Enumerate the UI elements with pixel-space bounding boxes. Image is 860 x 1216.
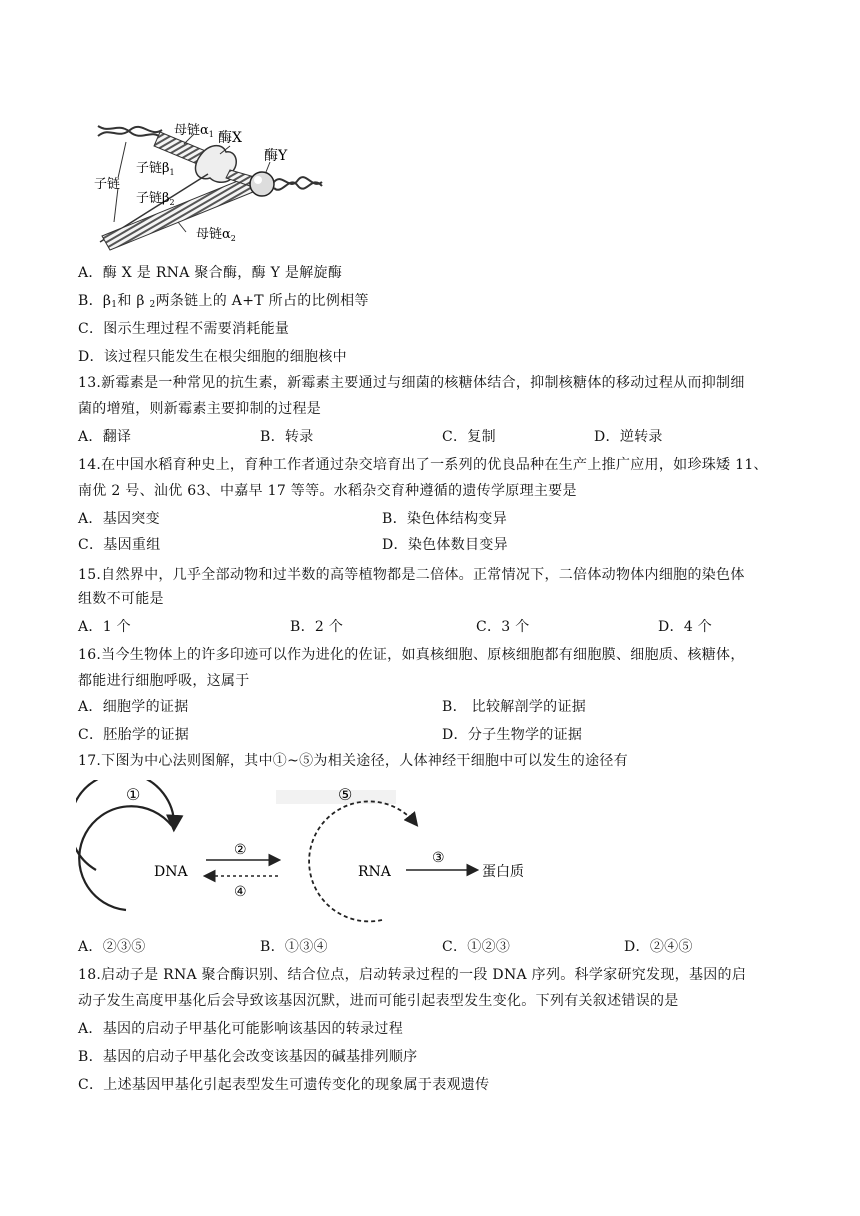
q18-stem-line2: 动子发生高度甲基化后会导致该基因沉默，进而可能引起表型发生变化。下列有关叙述错误的是 bbox=[78, 993, 679, 1009]
q18-stem-line1: 18.启动子是 RNA 聚合酶识别、结合位点，启动转录过程的一段 DNA 序列。科学家研究发现，基因的启 bbox=[78, 967, 747, 983]
label-child-b1: 子链$\beta_1$ bbox=[136, 161, 175, 177]
label-mother-a2: 母链$\alpha_2$ bbox=[196, 227, 236, 243]
q17-option-b: B．①③④ bbox=[260, 939, 328, 955]
q13-stem-line2: 菌的增殖，则新霉素主要抑制的过程是 bbox=[78, 401, 322, 417]
dna-replication-figure bbox=[90, 112, 330, 252]
q16-stem-line1: 16.当今生物体上的许多印迹可以作为进化的佐证，如真核细胞、原核细胞都有细胞膜、细胞质、核糖体， bbox=[78, 647, 745, 663]
q17-option-a: A．②③⑤ bbox=[78, 939, 146, 955]
circled-1: ① bbox=[126, 785, 141, 804]
q18-option-a: A．基因的启动子甲基化可能影响该基因的转录过程 bbox=[78, 1021, 404, 1037]
circled-3: ③ bbox=[432, 850, 445, 866]
q12-option-c: C．图示生理过程不需要消耗能量 bbox=[78, 321, 290, 337]
q15-stem-line1: 15.自然界中，几乎全部动物和过半数的高等植物都是二倍体。正常情况下，二倍体动物体内细胞的染色体 bbox=[78, 567, 745, 583]
central-dogma-figure bbox=[76, 780, 556, 930]
q14-option-a: A．基因突变 bbox=[78, 511, 160, 527]
label-child: 子链 bbox=[94, 177, 121, 192]
q13-option-b: B．转录 bbox=[260, 429, 314, 445]
q15-option-b: B．2 个 bbox=[290, 619, 344, 635]
path-5-arc bbox=[309, 801, 416, 921]
label-enzyme-x: 酶X bbox=[218, 130, 242, 146]
q17-stem: 17.下图为中心法则图解，其中①~⑤为相关途径，人体神经干细胞中可以发生的途径有 bbox=[78, 753, 628, 769]
q16-option-b: B． 比较解剖学的证据 bbox=[442, 699, 587, 715]
q16-option-a: A．细胞学的证据 bbox=[78, 699, 189, 715]
q16-option-c: C．胚胎学的证据 bbox=[78, 727, 190, 743]
enzyme-y-shape bbox=[250, 172, 274, 196]
q15-option-a: A．1 个 bbox=[78, 619, 131, 635]
q14-option-d: D．染色体数目变异 bbox=[382, 537, 508, 553]
q16-stem-line2: 都能进行细胞呼吸，这属于 bbox=[78, 673, 250, 689]
label-child-b2: 子链$\beta_2$ bbox=[136, 191, 175, 207]
protein-label: 蛋白质 bbox=[482, 864, 524, 880]
q12-option-a: A．酶 X 是 RNA 聚合酶，酶 Y 是解旋酶 bbox=[78, 265, 343, 281]
path-1-arc bbox=[79, 806, 172, 910]
q14-option-c: C．基因重组 bbox=[78, 537, 161, 553]
q13-stem-line1: 13.新霉素是一种常见的抗生素，新霉素主要通过与细菌的核糖体结合，抑制核糖体的移动过程从而抑制细 bbox=[78, 375, 745, 391]
rna-label: RNA bbox=[358, 864, 391, 880]
q14-stem-line1: 14.在中国水稻育种史上，育种工作者通过杂交培育出了一系列的优良品种在生产上推广应用，如珍珠矮 11、 bbox=[78, 457, 768, 473]
q18-option-b: B．基因的启动子甲基化会改变该基因的碱基排列顺序 bbox=[78, 1049, 418, 1065]
q17-option-d: D．②④⑤ bbox=[624, 939, 693, 955]
q15-option-c: C．3 个 bbox=[476, 619, 530, 635]
label-mother-a1: 母链$\alpha_1$ bbox=[174, 123, 214, 139]
q16-option-d: D．分子生物学的证据 bbox=[442, 727, 583, 743]
q18-option-c: C．上述基因甲基化引起表型发生可遗传变化的现象属于表观遗传 bbox=[78, 1077, 490, 1093]
dna-label: DNA bbox=[154, 864, 188, 880]
label-enzyme-y: 酶Y bbox=[264, 148, 288, 164]
q12-option-b: B．$\beta_1$和 β $_2$两条链上的 A+T 所占的比例相等 bbox=[78, 293, 369, 310]
circled-4: ④ bbox=[234, 884, 247, 900]
q15-option-d: D．4 个 bbox=[658, 619, 713, 635]
q13-option-a: A．翻译 bbox=[78, 429, 132, 445]
q14-stem-line2: 南优 2 号、汕优 63、中嘉早 17 等等。水稻杂交育种遵循的遗传学原理主要是 bbox=[78, 483, 577, 499]
q17-option-c: C．①②③ bbox=[442, 939, 511, 955]
q12-option-d: D．该过程只能发生在根尖细胞的细胞核中 bbox=[78, 349, 347, 365]
q13-option-c: C．复制 bbox=[442, 429, 496, 445]
q14-option-b: B．染色体结构变异 bbox=[382, 511, 507, 527]
q13-option-d: D．逆转录 bbox=[594, 429, 663, 445]
q15-stem-line2: 组数不可能是 bbox=[78, 591, 164, 607]
circled-5: ⑤ bbox=[338, 785, 353, 804]
circled-2: ② bbox=[234, 842, 247, 858]
